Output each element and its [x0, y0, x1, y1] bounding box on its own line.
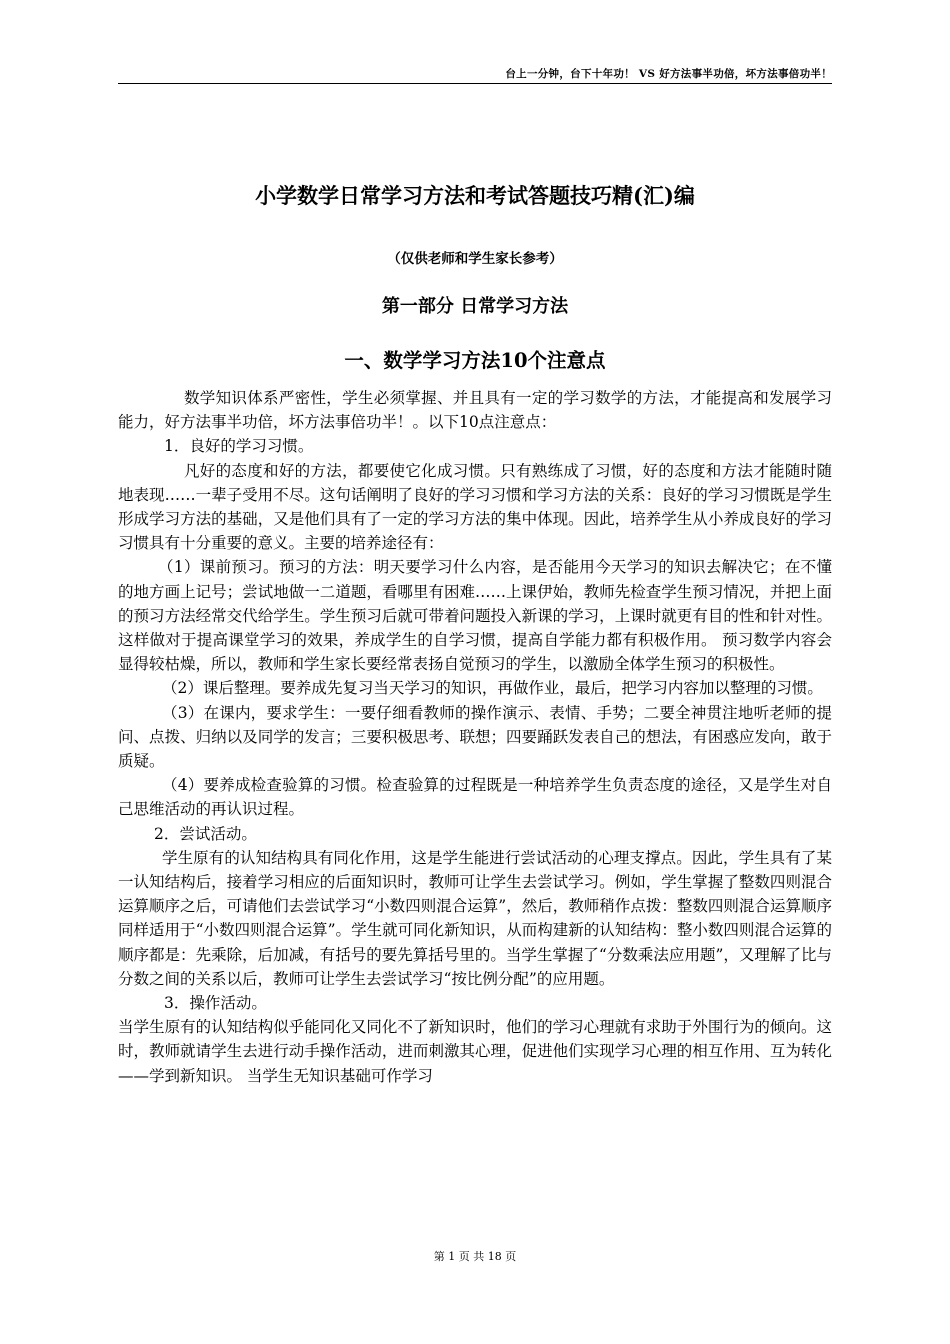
- list-item-check: （4）要养成检查验算的习惯。检查验算的过程既是一种培养学生负责态度的途径，又是学生对自己思维活动的再认识过程。: [118, 776, 832, 819]
- list-item-in-class: （3）在课内，要求学生：一要仔细看教师的操作演示、表情、手势；二要全神贯注地听老师的提问、点拨、归纳以及同学的发言；三要积极思考、联想；四要踊跃发表自己的想法，有困惑应发向，敢于质疑。: [118, 703, 832, 771]
- point-heading-2: 2．尝试活动。: [154, 824, 257, 843]
- point-heading-1: 1．良好的学习习惯。: [164, 437, 314, 456]
- document-title: 小学数学日常学习方法和考试答题技巧精(汇)编: [255, 183, 695, 208]
- list-item-preview: （1）课前预习。预习的方法：明天要学习什么内容，是否能用今天学习的知识去解决它；在不懂的地方画上记号；尝试地做一二道题，看哪里有困难……上课伊始，教师先检查学生预习情况，并把上面的预习方法经常交代给学生。学生预习后就可带着问题投入新课的学习，上课时就更有目的性和针对性。这样做对于提高课堂学习的效果，养成学生的自学习惯，提高自学能力都有积极作用。 预习数学内容会显得较枯燥，所以，教师和学生家长要经常表扬自觉预习的学生，以激励全体学生预习的积极性。: [118, 558, 832, 674]
- header-slogan: 台上一分钟，台下十年功！ VS 好方法事半功倍，坏方法事倍功半！: [505, 68, 832, 80]
- point-heading-3: 3．操作活动。: [164, 994, 267, 1013]
- part-title: 第一部分 日常学习方法: [381, 296, 569, 317]
- page-header: [118, 66, 832, 81]
- page-number: 第 1 页 共 18 页: [433, 1250, 517, 1263]
- paragraph-habits: 凡好的态度和好的方法，都要使它化成习惯。只有熟练成了习惯，好的态度和方法才能随时随地表现……一辈子受用不尽。这句话阐明了良好的学习习惯和学习方法的关系：良好的学习习惯既是学生形成学习方法的基础，又是他们具有了一定的学习方法的集中体现。因此，培养学生从小养成良好的学习习惯具有十分重要的意义。主要的培养途径有：: [118, 461, 832, 553]
- intro-paragraph: 数学知识体系严密性，学生必须掌握、并且具有一定的学习数学的方法，才能提高和发展学习能力，好方法事半功倍，坏方法事倍功半！。以下10点注意点：: [118, 389, 832, 432]
- paragraph-attempt: 学生原有的认知结构具有同化作用，这是学生能进行尝试活动的心理支撑点。因此，学生具有了某一认知结构后，接着学习相应的后面知识时，教师可让学生去尝试学习。例如，学生掌握了整数四则混合运算顺序之后，可请他们去尝试学习“小数四则混合运算”，然后，教师稍作点拨：整数四则混合运算顺序同样适用于“小数四则混合运算”。学生就可同化新知识，从而构建新的认知结构：整小数四则混合运算的顺序都是：先乘除，后加减，有括号的要先算括号里的。当学生掌握了“分数乘法应用题”，又理解了比与分数之间的关系以后，教师可让学生去尝试学习“按比例分配”的应用题。: [118, 848, 832, 988]
- header-rule: [118, 83, 832, 84]
- page-footer: [118, 1248, 832, 1264]
- list-item-review: （2）课后整理。要养成先复习当天学习的知识，再做作业，最后，把学习内容加以整理的习惯。: [162, 679, 823, 698]
- document-subtitle: （仅供老师和学生家长参考）: [387, 251, 563, 267]
- document-body: [118, 386, 832, 1088]
- section-title: 一、数学学习方法10个注意点: [344, 349, 606, 372]
- paragraph-operation: 当学生原有的认知结构似乎能同化又同化不了新知识时，他们的学习心理就有求助于外围行为的倾向。这时，教师就请学生去进行动手操作活动，进而刺激其心理，促进他们实现学习心理的相互作用、互为转化——学到新知识。 当学生无知识基础可作学习: [118, 1018, 832, 1085]
